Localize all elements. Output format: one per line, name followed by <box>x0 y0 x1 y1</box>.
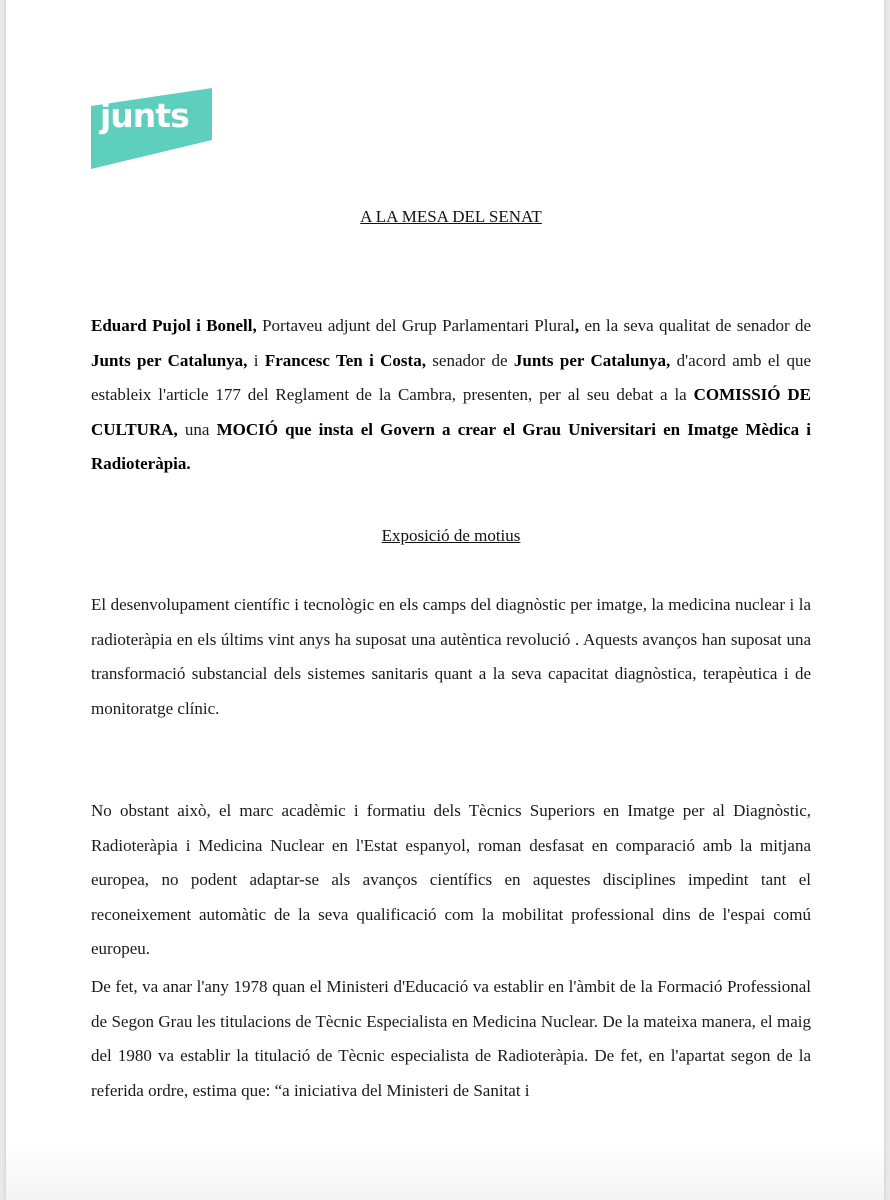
commission-name: COMISSIÓ DE CULTURA, <box>91 385 811 439</box>
intro-text-3: i <box>247 350 265 370</box>
section-title: Exposició de motius <box>381 526 521 545</box>
body-paragraph: El desenvolupament científic i tecnològic en els camps del diagnòstic per imatge, la medicina nuclear i la radioteràpia en els últims vint anys ha suposat una autèntica revolució . Aquests avanços han suposat una transformació substancial dels sistemes sanitaris quant a la seva capacitat diagnòstica, terapèutica i de monitoratge clínic. <box>91 595 811 718</box>
signer-1: Eduard Pujol i Bonell, <box>91 316 257 335</box>
intro-text-5: d'acord amb el que estableix l'article 177 del Reglament de la Cambra, presenten, per al seu debat a la <box>91 350 812 405</box>
party-2: Junts per Catalunya, <box>513 350 671 370</box>
body-paragraph: De fet, va anar l'any 1978 quan el Ministeri d'Educació va establir en l'àmbit de la Formació Professional de Segon Grau les titulacions de Tècnic Especialista en Medicina Nuclear. De la mateixa manera, el maig del 1980 va establir la titulació de Tècnic especialista de Radioteràpia. De fet, en l'apartat segon de la referida ordre, estima que: “a iniciativa del Ministeri de Sanitat i <box>91 977 811 1100</box>
signer-2: Francesc Ten i Costa, <box>264 350 426 370</box>
motion-title: MOCIÓ que insta el Govern a crear el Grau Universitari en Imatge Mèdica i Radioteràpia. <box>91 419 811 474</box>
document-heading: A LA MESA DEL SENAT <box>360 207 542 226</box>
intro-comma: , <box>574 316 580 335</box>
intro-text-1: Portaveu adjunt del Grup Parlamentari Plural <box>256 316 575 335</box>
intro-text-4: senador de <box>425 350 514 370</box>
intro-text-6: una <box>177 419 217 439</box>
body-paragraph: No obstant això, el marc acadèmic i formatiu dels Tècnics Superiors en Imatge per al Diagnòstic, Radioteràpia i Medicina Nuclear en l'Estat espanyol, roman desfasat en comparació amb la mitjana europea, no podent adaptar-se als avanços científics en aquestes disciplines impedint tant el reconeixement automàtic de la seva qualificació com la mobilitat professional dins de l'espai comú europeu. <box>91 801 811 959</box>
document-page <box>6 0 884 1200</box>
party-1: Junts per Catalunya, <box>91 350 248 370</box>
intro-text-2: en la seva qualitat de senador de <box>579 316 812 335</box>
junts-logo <box>91 88 212 170</box>
logo-wordmark: junts <box>100 96 189 135</box>
page-bottom-fade <box>6 1140 884 1200</box>
intro-paragraph <box>91 309 811 482</box>
